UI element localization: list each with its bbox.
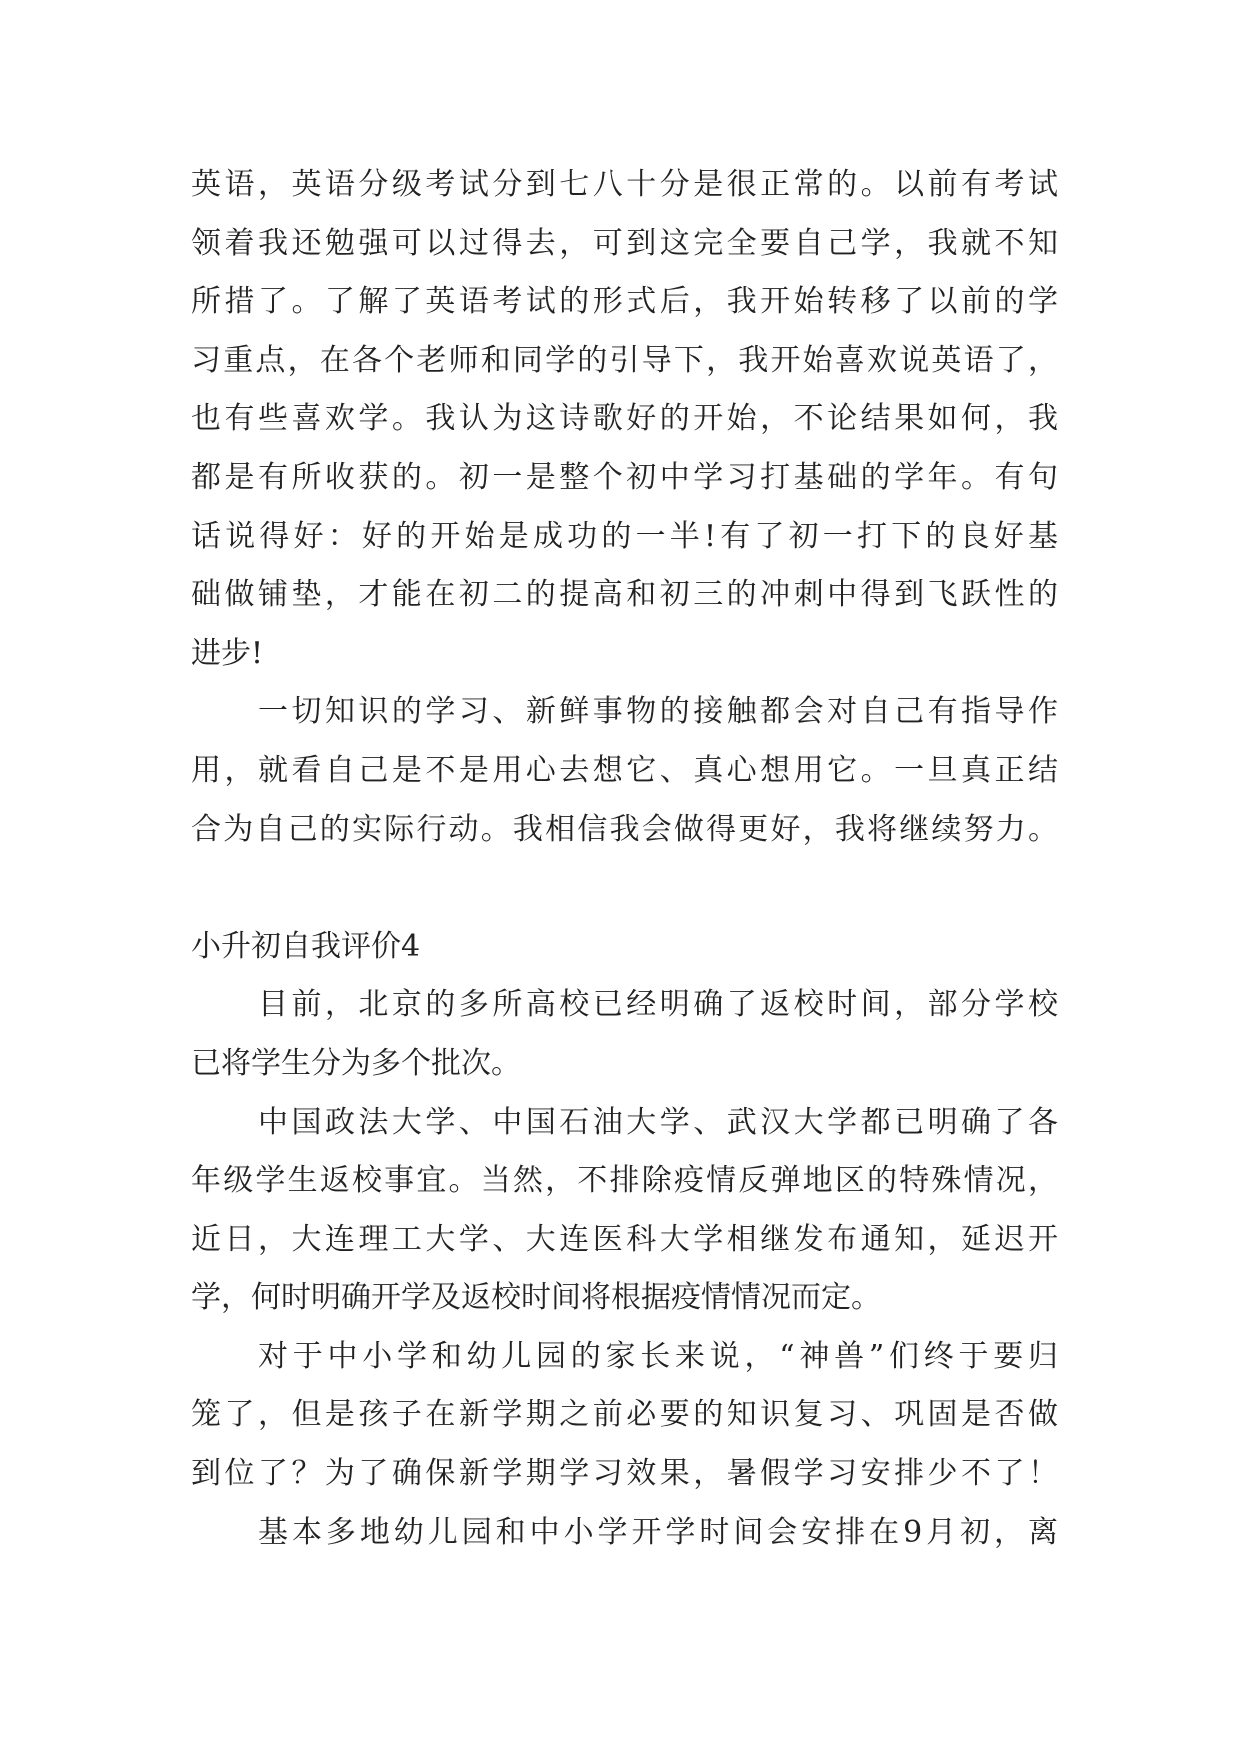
text-line: 合为自己的实际行动。我相信我会做得更好，我将继续努力。: [191, 811, 1058, 847]
document-body: [191, 156, 1058, 1562]
text-line: 都是有所收获的。初一是整个初中学习打基础的学年。有句: [191, 459, 1058, 495]
text-line: 到位了？为了确保新学期学习效果，暑假学习安排少不了！: [191, 1456, 1058, 1492]
text-line: 学，何时明确开学及返校时间将根据疫情情况而定。: [191, 1280, 881, 1316]
text-line: 中国政法大学、中国石油大学、武汉大学都已明确了各: [258, 1104, 1058, 1140]
text-line: 也有些喜欢学。我认为这诗歌好的开始，不论结果如何，我: [191, 401, 1058, 437]
paragraph: [191, 976, 1058, 1093]
text-line: 笼了，但是孩子在新学期之前必要的知识复习、巩固是否做: [191, 1397, 1058, 1433]
section-heading: 小升初自我评价4: [191, 928, 421, 964]
text-line: 习重点，在各个老师和同学的引导下，我开始喜欢说英语了，: [191, 342, 1058, 378]
text-line: 对于中小学和幼儿园的家长来说，“神兽”们终于要归: [258, 1338, 1058, 1374]
text-line: 用，就看自己是不是用心去想它、真心想用它。一旦真正结: [191, 752, 1058, 788]
text-line: 英语，英语分级考试分到七八十分是很正常的。以前有考试: [191, 167, 1058, 202]
text-line: 基本多地幼儿园和中小学开学时间会安排在9月初，离: [258, 1514, 1058, 1550]
text-line: 年级学生返校事宜。当然，不排除疫情反弹地区的特殊情况，: [191, 1163, 1058, 1199]
text-line: 已将学生分为多个批次。: [191, 1045, 521, 1081]
text-line: 领着我还勉强可以过得去，可到这完全要自己学，我就不知: [191, 225, 1058, 261]
paragraph: [191, 1504, 1058, 1563]
text-line: 一切知识的学习、新鲜事物的接触都会对自己有指导作: [258, 694, 1058, 730]
paragraph: [191, 1094, 1058, 1328]
text-line: 进步!: [191, 635, 264, 671]
text-line: 话说得好：好的开始是成功的一半!有了初一打下的良好基: [191, 518, 1058, 554]
text-line: 目前，北京的多所高校已经明确了返校时间，部分学校: [258, 987, 1058, 1023]
paragraph-continuation: [191, 156, 1058, 683]
text-line: 近日，大连理工大学、大连医科大学相继发布通知，延迟开: [191, 1221, 1058, 1257]
text-line: 所措了。了解了英语考试的形式后，我开始转移了以前的学: [191, 284, 1058, 320]
text-line: 础做铺垫，才能在初二的提高和初三的冲刺中得到飞跃性的: [191, 577, 1058, 613]
paragraph: [191, 1328, 1058, 1504]
paragraph: [191, 683, 1058, 859]
blank-line: [191, 859, 1058, 918]
